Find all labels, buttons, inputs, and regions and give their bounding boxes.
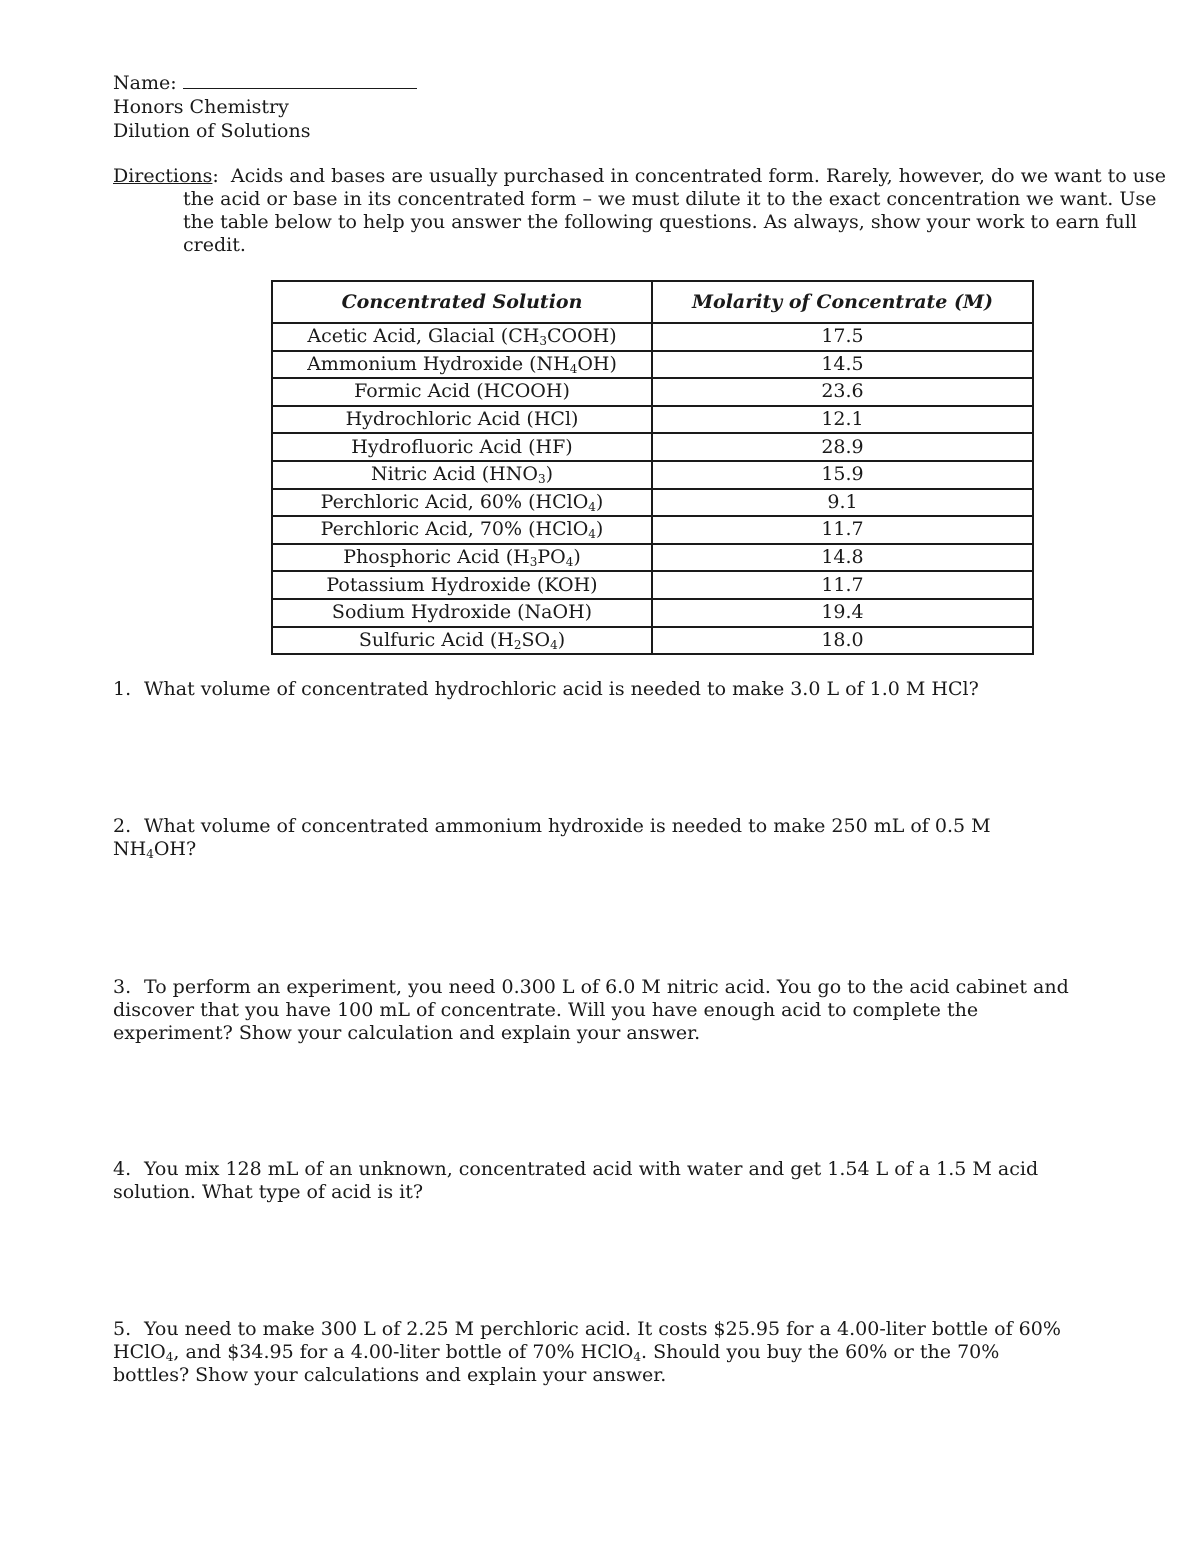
solution-name-text: SO (521, 628, 551, 651)
question-number: 1. (113, 678, 132, 700)
solution-name-text: Potassium Hydroxide (KOH) (326, 573, 598, 596)
table-header-row (272, 281, 1033, 323)
solution-name-cell (272, 571, 652, 599)
solution-name-text: Perchloric Acid, 60% (HClO (320, 490, 589, 513)
worksheet-title: Dilution of Solutions (113, 120, 311, 142)
question-text: You need to make 300 L of 2.25 M perchloric acid. It costs $25.95 for a 4.00-liter bottle of 60% HClO (113, 1318, 1061, 1363)
subscript: 4 (165, 1350, 174, 1364)
table-row (272, 571, 1033, 599)
solution-name-text: Sodium Hydroxide (NaOH) (331, 601, 593, 624)
col-header-molarity: Molarity of Concentrate (M) (652, 281, 1033, 323)
solution-name-text: ) (573, 546, 581, 569)
solution-name-text: ) (595, 518, 604, 541)
solution-name-text: Ammonium Hydroxide (NH (307, 352, 570, 375)
molarity-cell: 19.4 (652, 599, 1033, 627)
question-number: 5. (113, 1318, 132, 1340)
molarity-cell: 9.1 (652, 489, 1033, 517)
subscript: 4 (569, 361, 578, 376)
question-text: You mix 128 mL of an unknown, concentrated acid with water and get 1.54 L of a 1.5 M acid solution. What type of acid is it? (113, 1158, 1039, 1203)
table-row (272, 378, 1033, 406)
question-text: What volume of concentrated hydrochloric acid is needed to make 3.0 L of 1.0 M HCl? (144, 678, 979, 700)
table-row (272, 323, 1033, 351)
subscript: 2 (513, 637, 522, 652)
solution-name-text: Sulfuric Acid (H (358, 628, 514, 651)
question-5 (113, 1318, 1073, 1387)
table-row (272, 433, 1033, 461)
solution-name-text: ) (545, 463, 554, 486)
molarity-cell: 11.7 (652, 571, 1033, 599)
solution-name-text: Acetic Acid, Glacial (CH (307, 325, 540, 348)
question-text-end: OH? (153, 838, 197, 860)
question-number: 3. (113, 976, 132, 998)
solution-name-cell (272, 461, 652, 489)
solution-name-cell (272, 544, 652, 572)
question-number: 2. (113, 815, 132, 837)
solution-name-cell (272, 489, 652, 517)
molarity-cell: 12.1 (652, 406, 1033, 434)
solution-name-cell (272, 433, 652, 461)
directions-label: Directions (113, 165, 213, 187)
table-row (272, 544, 1033, 572)
subscript: 4 (565, 555, 574, 570)
solution-name-text: Perchloric Acid, 70% (HClO (320, 518, 589, 541)
question-text: What volume of concentrated ammonium hydroxide is needed to make 250 mL of 0.5 M NH (113, 815, 991, 860)
solution-name-text: Formic Acid (HCOOH) (354, 380, 570, 403)
col-header-solution: Concentrated Solution (272, 281, 652, 323)
table-row (272, 351, 1033, 379)
table-row (272, 461, 1033, 489)
name-line-row (113, 68, 417, 95)
solution-name-cell (272, 627, 652, 655)
molarity-cell: 18.0 (652, 627, 1033, 655)
solution-name-cell (272, 323, 652, 351)
subscript: 4 (633, 1350, 642, 1364)
question-2 (113, 815, 1043, 861)
solution-name-cell (272, 351, 652, 379)
course-name: Honors Chemistry (113, 96, 289, 118)
solution-name-text: Hydrochloric Acid (HCl) (345, 408, 579, 431)
solution-name-text: PO (537, 546, 566, 569)
molarity-cell: 14.5 (652, 351, 1033, 379)
table-row (272, 627, 1033, 655)
concentrate-table (271, 280, 1034, 655)
table-row (272, 516, 1033, 544)
header-block (113, 68, 417, 143)
subscript: 4 (550, 637, 558, 652)
molarity-cell: 23.6 (652, 378, 1033, 406)
solution-name-text: COOH) (546, 325, 617, 348)
solution-name-text: OH) (577, 352, 617, 375)
subscript: 4 (588, 499, 596, 514)
molarity-cell: 11.7 (652, 516, 1033, 544)
name-label: Name: (113, 72, 177, 94)
molarity-cell: 17.5 (652, 323, 1033, 351)
question-text: To perform an experiment, you need 0.300 L of 6.0 M nitric acid. You go to the acid cabinet and discover that you have 100 mL of concentrate. Will you have enough acid to complete the experiment? Show your calculation and explain your answer. (113, 976, 1069, 1044)
directions: Directions: Acids and bases are usually purchased in concentrated form. Rarely, however, do we want to use the acid or base in its concentrated form – we must dilute it to the exact concentration we want. Use the table below to help you answer the following questions. As always, show your work to earn full credit. (113, 165, 1166, 256)
solution-name-cell (272, 406, 652, 434)
subscript: 3 (529, 555, 538, 570)
subscript: 4 (146, 847, 154, 861)
solution-name-text: Nitric Acid (HNO (370, 463, 538, 486)
question-3 (113, 976, 1103, 1045)
question-4 (113, 1158, 1103, 1204)
table-row (272, 599, 1033, 627)
molarity-cell: 14.8 (652, 544, 1033, 572)
solution-name-text: ) (595, 490, 604, 513)
solution-name-cell (272, 378, 652, 406)
question-text: , and $34.95 for a 4.00-liter bottle of 70% HClO (173, 1341, 634, 1363)
question-number: 4. (113, 1158, 132, 1180)
subscript: 3 (537, 472, 546, 487)
solution-name-cell (272, 599, 652, 627)
solution-name-text: Phosphoric Acid (H (343, 546, 530, 569)
table-row (272, 489, 1033, 517)
question-1 (113, 678, 1103, 701)
molarity-cell: 15.9 (652, 461, 1033, 489)
question-text: . Should you buy the 60% or the 70% bottles? Show your calculations and explain your answer. (113, 1341, 1000, 1386)
table-row (272, 406, 1033, 434)
subscript: 3 (539, 334, 547, 349)
directions-text: Acids and bases are usually purchased in concentrated form. Rarely, however, do we want to use the acid or base in its concentrated form – we must dilute it to the exact concentration we want. Use the table below to help you answer the following questions. As always, show your work to earn full credit. (183, 165, 1166, 256)
name-blank (183, 68, 417, 89)
solution-name-text: ) (557, 628, 566, 651)
molarity-cell: 28.9 (652, 433, 1033, 461)
solution-name-text: Hydrofluoric Acid (HF) (351, 435, 573, 458)
solution-name-cell (272, 516, 652, 544)
subscript: 4 (588, 527, 596, 542)
